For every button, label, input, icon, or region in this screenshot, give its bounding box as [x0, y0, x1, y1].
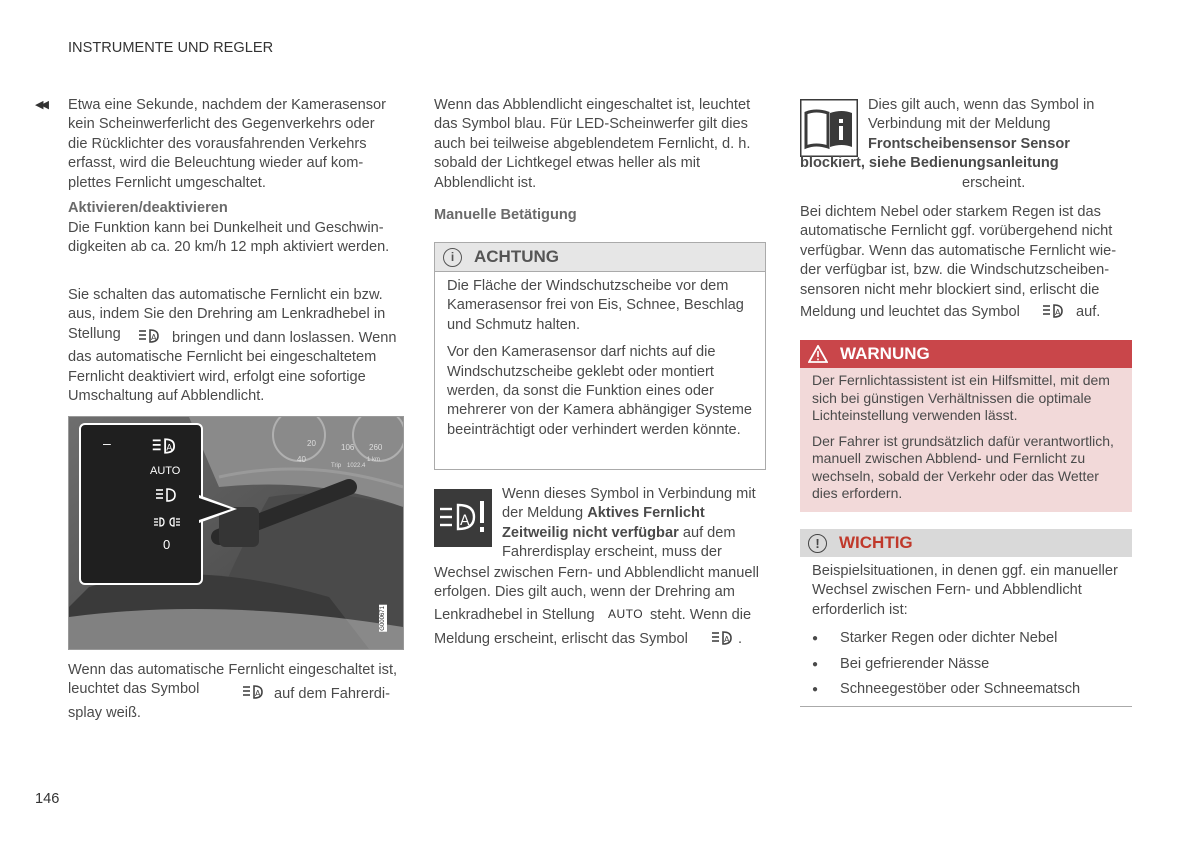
- col1-para3a: Wenn das automatische Fernlicht eingeschaltet ist, leuchtet das Symbol: [68, 662, 398, 698]
- col2-warn-icon-text: Wenn dieses Symbol in Verbindung mit der Meldung Aktives Fernlicht Zeitweilig nicht verfügbar auf dem Fahrerdisplay erscheint, muss der: [502, 486, 756, 561]
- svg-text:A: A: [166, 443, 173, 454]
- trip-value: 1022.4: [347, 463, 366, 469]
- auto-glyph-icon: AUTO: [608, 607, 644, 621]
- col2-para1: Wenn das Abblendlicht eingeschaltet ist, leuchtet das Symbol blau. Für LED-Scheinwerfer gilt dies auch bei teilweise abgeblendetem Fernlicht, d. h. sobald der Lichtkegel etwas heller als mit Abblendlicht ist.: [434, 97, 751, 191]
- col1-para3b: auf dem Fahrerdisplay weiß.: [68, 686, 391, 722]
- exclamation-circle-icon: !: [808, 534, 827, 553]
- ring-highbeam-icon: [153, 487, 179, 508]
- ring-off-label: 0: [163, 537, 171, 552]
- warnung-title: WARNUNG: [840, 344, 930, 363]
- gauge-label-40: 40: [297, 455, 306, 464]
- wichtig-list: [800, 629, 1132, 699]
- warnung-text1: Der Fernlichtassistent ist ein Hilfsmittel, mit dem sich bei günstigen Verhältnissen die optimale Lichteinstellung verwenden lässt.: [812, 372, 1110, 423]
- achtung-title: ACHTUNG: [474, 247, 559, 266]
- col3-para1a: Bei dichtem Nebel oder starkem Regen ist das automatische Fernlicht ggf. vorübergehend nicht verfügbar. Wenn das automatische Fernlicht wieder verfügbar ist, bzw. die Windschutzscheibensensoren nicht mehr blockiert sind, erlischt die: [800, 204, 1117, 298]
- col2-para2: Wechsel zwischen Fern- und Abblendlicht manuell erfolgen. Dies gilt auch, wenn der Drehring am: [434, 565, 760, 601]
- col1-para2b: bringen und dann loslassen. Wenn das automatische Fernlicht bei eingeschaltetem Fernlicht deaktiviert wird, erfolgt eine sofortige Umschaltung auf Abblendlicht.: [68, 330, 397, 405]
- warning-highbeam-icon: [434, 489, 492, 547]
- col3-info-text-bold: Frontscheibensensor Sensor blockiert, siehe Bedienungsanleitung: [800, 136, 1070, 172]
- callout-pointer: [199, 495, 239, 525]
- list-item: ● Starker Regen oder dichter Nebel: [800, 629, 1132, 648]
- wichtig-box: [800, 529, 1132, 707]
- ring-auto-highbeam-icon: [151, 437, 177, 460]
- ring-position-light-icon: [153, 515, 183, 533]
- figure-code: G000671: [380, 606, 386, 631]
- ring-minus: –: [103, 435, 111, 451]
- gauge-label-260: 260: [369, 443, 383, 452]
- list-item: ● Bei gefrierender Nässe: [800, 655, 1132, 674]
- achtung-header: [435, 243, 765, 272]
- col3-para1c: auf.: [1076, 304, 1101, 320]
- col2-para2e: Meldung erscheint, erlischt das Symbol: [434, 631, 688, 647]
- warning-triangle-icon: [808, 345, 828, 363]
- col1-intro: Etwa eine Sekunde, nachdem der Kamerasensor kein Scheinwerferlicht des Gegenverkehrs oder die Rücklichter des vorausfahrenden Verkehrs erfasst, wird die Beleuchtung wieder auf komplettes Fernlicht umgeschaltet.: [68, 97, 387, 191]
- col3-info-text-a: Dies gilt auch, wenn das Symbol in Verbindung mit der Meldung: [868, 97, 1095, 133]
- page-number: 146: [35, 791, 60, 807]
- col2-subheading: Manuelle Betätigung: [434, 207, 577, 223]
- warnung-text2: Der Fahrer ist grundsätzlich dafür verantwortlich, manuell zwischen Abblend- und Fernlicht zu wechseln, sobald der Verkehr oder das Wetter dies erfordern.: [812, 432, 1114, 501]
- steering-lever-figure: [68, 416, 404, 650]
- odo-value: 1 km: [367, 457, 381, 463]
- col1-para2a: Sie schalten das automatische Fernlicht ein bzw. aus, indem Sie den Drehring am Lenkradhebel in Stellung: [68, 287, 386, 342]
- trip-label: Trip: [331, 463, 342, 469]
- col2-para2c: Lenkradhebel in Stellung: [434, 607, 595, 623]
- col1-para1: Die Funktion kann bei Dunkelheit und Geschwindigkeiten ab ca. 20 km/h 12 mph aktiviert werden.: [68, 220, 390, 256]
- gauge-label-106: 106: [341, 443, 355, 452]
- info-circle-icon: i: [443, 248, 462, 267]
- col3-auto-highbeam-icon: [1042, 303, 1064, 324]
- ring-auto-label: AUTO: [150, 465, 181, 477]
- ring-callout: [79, 423, 203, 585]
- warnung-box: [800, 340, 1132, 512]
- wichtig-header: [800, 529, 1132, 557]
- svg-text:A: A: [255, 689, 261, 698]
- list-item: ● Schneegestöber oder Schneematsch: [800, 680, 1132, 699]
- wichtig-text: Beispielsituationen, in denen ggf. ein manueller Wechsel zwischen Fern- und Abblendlicht erforderlich ist:: [812, 563, 1118, 618]
- svg-text:A: A: [1055, 308, 1061, 317]
- col2-para2f: .: [738, 631, 743, 647]
- section-title: INSTRUMENTE UND REGLER: [68, 40, 274, 56]
- svg-text:A: A: [151, 333, 157, 342]
- achtung-text1: Die Fläche der Windschutzscheibe vor dem Kamerasensor frei von Eis, Schnee, Beschlag und Schmutz halten.: [447, 278, 744, 333]
- col2-para2d: steht. Wenn die: [650, 607, 752, 623]
- svg-text:A: A: [460, 513, 470, 529]
- continue-marker-icon: ◀◀: [35, 99, 46, 111]
- achtung-text2: Vor den Kamerasensor darf nichts auf die Windschutzscheibe geklebt oder montiert werden, da sonst die Funktion eines oder mehrerer von der Kamera abhängiger Systeme beeinträchtigt oder verhindert werden könnte.: [447, 344, 753, 438]
- col2-auto-highbeam-icon: [711, 630, 733, 651]
- col1-subheading: Aktivieren/deaktivieren: [68, 200, 228, 216]
- svg-text:A: A: [724, 635, 730, 644]
- col3-para1b: Meldung und leuchtet das Symbol: [800, 304, 1020, 320]
- achtung-box: [434, 242, 766, 470]
- gauge-label-20: 20: [307, 439, 316, 448]
- wichtig-title: WICHTIG: [839, 533, 913, 552]
- warnung-header: [800, 340, 1132, 368]
- col3-info-text-b: erscheint.: [962, 175, 1026, 191]
